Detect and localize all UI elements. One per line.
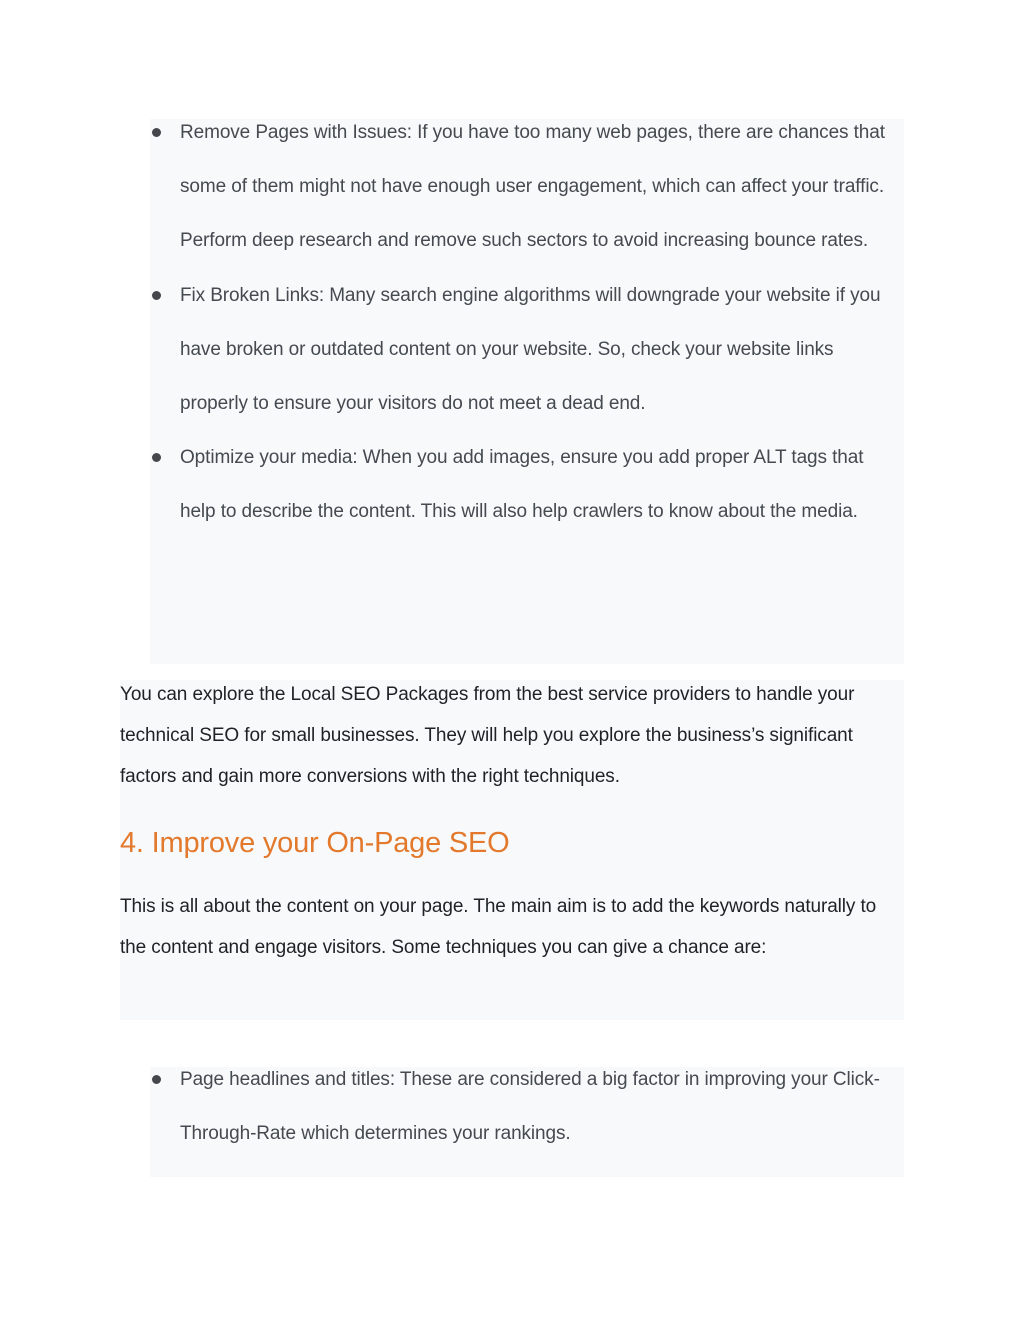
bullet-icon (152, 453, 161, 462)
bullet-list-block-2 (150, 1067, 904, 1177)
section-heading: 4. Improve your On-Page SEO (120, 827, 510, 859)
bullet-list-block (150, 119, 904, 664)
list-item (150, 106, 904, 269)
list-item (150, 431, 904, 539)
local-seo-paragraph: You can explore the Local SEO Packages from the best service providers to handle your technical SEO for small businesses. They will help you explore the business’s significant factors and gain more conversions with the right techniques. (120, 684, 855, 787)
list-item (150, 1053, 904, 1161)
bullet-text: Optimize your media: When you add images, ensure you add proper ALT tags that help to describe the content. This will also help crawlers to know about the media. (180, 447, 864, 523)
bullet-text: Fix Broken Links: Many search engine algorithms will downgrade your website if you have broken or outdated content on your website. So, check your website links properly to ensure your visitors do not meet a dead end. (180, 284, 881, 415)
content-block (120, 680, 904, 1020)
bullet-icon (152, 128, 161, 137)
technical-seo-bullets (150, 106, 904, 540)
on-page-bullets (150, 1053, 904, 1161)
bullet-icon (152, 291, 161, 300)
bullet-text: Remove Pages with Issues: If you have too many web pages, there are chances that some of them might not have enough user engagement, which can affect your traffic. Perform deep research and remove such sectors to avoid increasing bounce rates. (180, 122, 885, 252)
on-page-paragraph: This is all about the content on your page. The main aim is to add the keywords naturally to the content and engage visitors. Some techniques you can give a chance are: (120, 896, 877, 958)
list-item (150, 269, 904, 432)
bullet-text: Page headlines and titles: These are considered a big factor in improving your Click-Through-Rate which determines your rankings. (180, 1069, 880, 1145)
bullet-icon (152, 1075, 161, 1084)
